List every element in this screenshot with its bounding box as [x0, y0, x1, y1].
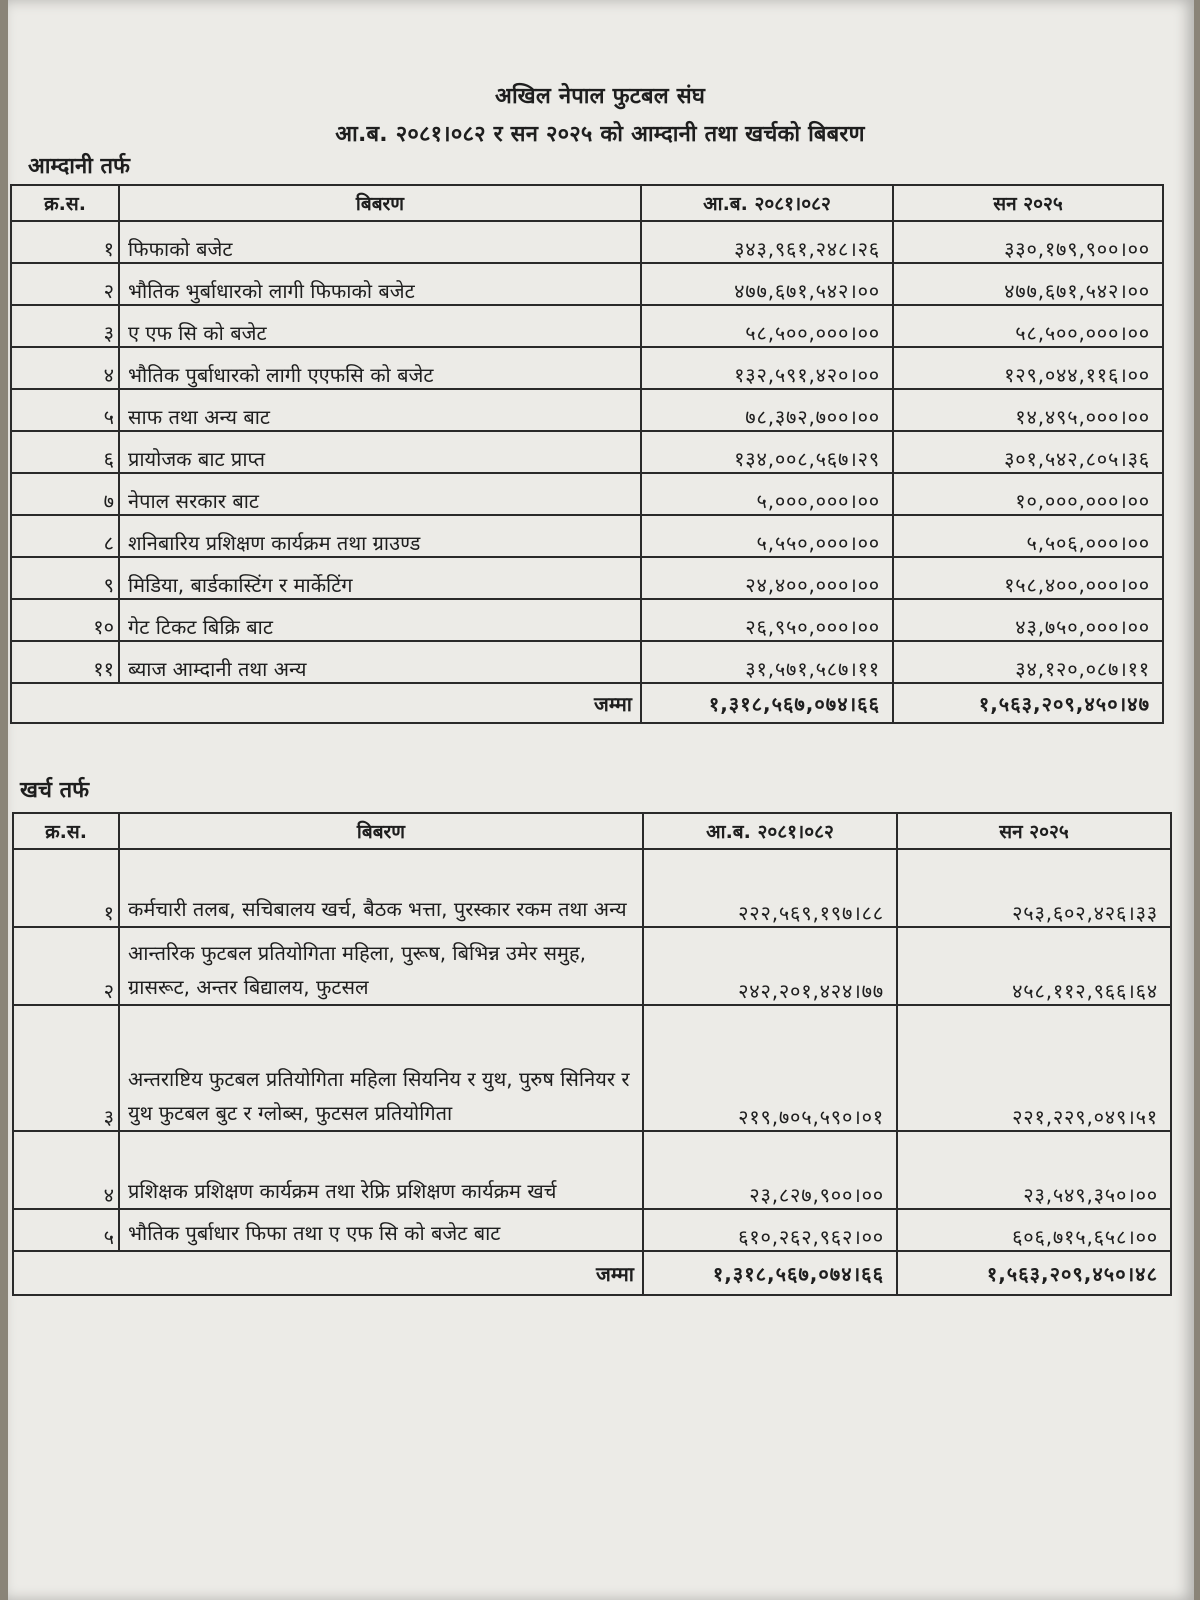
row-description: प्रायोजक बाट प्राप्त [119, 431, 641, 473]
row-amount-calendar-year: ३४,१२०,०८७।११ [893, 641, 1163, 683]
column-header-description: बिबरण [119, 813, 643, 849]
income-table-row [11, 641, 1163, 683]
row-amount-fiscal-year: २३,८२७,९००।०० [643, 1131, 897, 1209]
row-amount-calendar-year: २५३,६०२,४२६।३३ [897, 849, 1171, 927]
row-amount-fiscal-year: १३४,००८,५६७।२९ [641, 431, 893, 473]
row-sn: ४ [11, 347, 119, 389]
row-amount-fiscal-year: ५,०००,०००।०० [641, 473, 893, 515]
row-amount-fiscal-year: ४७७,६७१,५४२।०० [641, 263, 893, 305]
row-sn: ६ [11, 431, 119, 473]
row-amount-fiscal-year: ३४३,९६१,२४८।२६ [641, 221, 893, 263]
column-header-fiscal-year: आ.ब. २०८१।०८२ [643, 813, 897, 849]
income-header-row [11, 185, 1163, 221]
row-amount-fiscal-year: २४,४००,०००।०० [641, 557, 893, 599]
column-header-fiscal-year: आ.ब. २०८१।०८२ [641, 185, 893, 221]
row-amount-fiscal-year: २२२,५६९,१९७।८८ [643, 849, 897, 927]
expense-header-row [13, 813, 1171, 849]
expense-section-title: खर्च तर्फ [20, 778, 90, 803]
row-description: साफ तथा अन्य बाट [119, 389, 641, 431]
row-sn: ११ [11, 641, 119, 683]
income-table-row [11, 431, 1163, 473]
column-header-description: बिबरण [119, 185, 641, 221]
expense-total-label: जम्मा [13, 1251, 643, 1295]
row-amount-calendar-year: ३३०,१७९,९००।०० [893, 221, 1163, 263]
row-amount-fiscal-year: ३१,५७१,५८७।११ [641, 641, 893, 683]
row-sn: ५ [11, 389, 119, 431]
expense-table-row [13, 1005, 1171, 1131]
row-sn: २ [13, 927, 119, 1005]
row-amount-calendar-year: ५८,५००,०००।०० [893, 305, 1163, 347]
income-table-row [11, 557, 1163, 599]
row-sn: १ [11, 221, 119, 263]
row-amount-calendar-year: १५८,४००,०००।०० [893, 557, 1163, 599]
row-amount-calendar-year: ४७७,६७१,५४२।०० [893, 263, 1163, 305]
row-amount-fiscal-year: २४२,२०१,४२४।७७ [643, 927, 897, 1005]
row-sn: १० [11, 599, 119, 641]
row-sn: ४ [13, 1131, 119, 1209]
income-table-row [11, 263, 1163, 305]
row-description: नेपाल सरकार बाट [119, 473, 641, 515]
row-description: प्रशिक्षक प्रशिक्षण कार्यक्रम तथा रेफ्रि प्रशिक्षण कार्यक्रम खर्च [119, 1131, 643, 1209]
income-table-row [11, 347, 1163, 389]
expense-total-fiscal-year: १,३१८,५६७,०७४।६६ [643, 1251, 897, 1295]
row-amount-calendar-year: ५,५०६,०००।०० [893, 515, 1163, 557]
row-amount-fiscal-year: १३२,५९१,४२०।०० [641, 347, 893, 389]
row-amount-fiscal-year: २६,९५०,०००।०० [641, 599, 893, 641]
row-amount-calendar-year: ४५८,११२,९६६।६४ [897, 927, 1171, 1005]
report-subtitle: आ.ब. २०८१।०८२ र सन २०२५ को आम्दानी तथा खर्चको बिबरण [335, 122, 865, 147]
row-amount-calendar-year: ४३,७५०,०००।०० [893, 599, 1163, 641]
row-amount-calendar-year: २३,५४९,३५०।०० [897, 1131, 1171, 1209]
row-sn: ८ [11, 515, 119, 557]
income-table-row [11, 473, 1163, 515]
income-table [10, 184, 1164, 724]
row-amount-fiscal-year: ६१०,२६२,९६२।०० [643, 1209, 897, 1251]
row-description: भौतिक पुर्बाधार फिफा तथा ए एफ सि को बजेट बाट [119, 1209, 643, 1251]
row-description: कर्मचारी तलब, सचिबालय खर्च, बैठक भत्ता, पुरस्कार रकम तथा अन्य [119, 849, 643, 927]
row-amount-fiscal-year: २१९,७०५,५९०।०१ [643, 1005, 897, 1131]
income-total-label: जम्मा [11, 683, 641, 723]
column-header-calendar-year: सन २०२५ [893, 185, 1163, 221]
row-amount-calendar-year: २२१,२२९,०४९।५१ [897, 1005, 1171, 1131]
row-description: शनिबारिय प्रशिक्षण कार्यक्रम तथा ग्राउण्ड [119, 515, 641, 557]
income-table-row [11, 515, 1163, 557]
column-header-sn: क्र.स. [11, 185, 119, 221]
income-total-calendar-year: १,५६३,२०९,४५०।४७ [893, 683, 1163, 723]
row-description: ए एफ सि को बजेट [119, 305, 641, 347]
row-description: आन्तरिक फुटबल प्रतियोगिता महिला, पुरूष, बिभिन्न उमेर समुह, ग्रासरूट, अन्तर बिद्यालय, फुटसल [119, 927, 643, 1005]
row-description: भौतिक भुर्बाधारको लागी फिफाको बजेट [119, 263, 641, 305]
income-table-row [11, 389, 1163, 431]
expense-table-row [13, 927, 1171, 1005]
income-table-row [11, 599, 1163, 641]
expense-total-row [13, 1251, 1171, 1295]
row-amount-fiscal-year: ७८,३७२,७००।०० [641, 389, 893, 431]
row-sn: २ [11, 263, 119, 305]
expense-table-row [13, 1209, 1171, 1251]
income-table-row [11, 305, 1163, 347]
row-sn: ५ [13, 1209, 119, 1251]
income-total-fiscal-year: १,३१८,५६७,०७४।६६ [641, 683, 893, 723]
row-description: अन्तराष्टिय फुटबल प्रतियोगिता महिला सियनिय र युथ, पुरुष सिनियर र युथ फुटबल बुट र ग्लोब्स, फुटसल प्रतियोगिता [119, 1005, 643, 1131]
row-amount-calendar-year: ६०६,७१५,६५८।०० [897, 1209, 1171, 1251]
expense-table-row [13, 1131, 1171, 1209]
row-sn: १ [13, 849, 119, 927]
column-header-sn: क्र.स. [13, 813, 119, 849]
row-amount-calendar-year: १४,४९५,०००।०० [893, 389, 1163, 431]
row-description: मिडिया, बार्डकास्टिंग र मार्केटिंग [119, 557, 641, 599]
row-description: फिफाको बजेट [119, 221, 641, 263]
row-sn: ३ [11, 305, 119, 347]
row-amount-fiscal-year: ५,५५०,०००।०० [641, 515, 893, 557]
expense-table [12, 812, 1172, 1296]
income-total-row [11, 683, 1163, 723]
row-amount-fiscal-year: ५८,५००,०००।०० [641, 305, 893, 347]
income-table-row [11, 221, 1163, 263]
row-description: भौतिक पुर्बाधारको लागी एएफसि को बजेट [119, 347, 641, 389]
row-amount-calendar-year: १०,०००,०००।०० [893, 473, 1163, 515]
row-description: गेट टिकट बिक्रि बाट [119, 599, 641, 641]
income-section-title: आम्दानी तर्फ [28, 154, 131, 179]
organization-title: अखिल नेपाल फुटबल संघ [494, 84, 706, 109]
row-amount-calendar-year: १२९,०४४,११६।०० [893, 347, 1163, 389]
expense-table-row [13, 849, 1171, 927]
row-sn: ७ [11, 473, 119, 515]
row-description: ब्याज आम्दानी तथा अन्य [119, 641, 641, 683]
row-sn: ३ [13, 1005, 119, 1131]
column-header-calendar-year: सन २०२५ [897, 813, 1171, 849]
row-amount-calendar-year: ३०१,५४२,८०५।३६ [893, 431, 1163, 473]
row-sn: ९ [11, 557, 119, 599]
expense-total-calendar-year: १,५६३,२०९,४५०।४८ [897, 1251, 1171, 1295]
